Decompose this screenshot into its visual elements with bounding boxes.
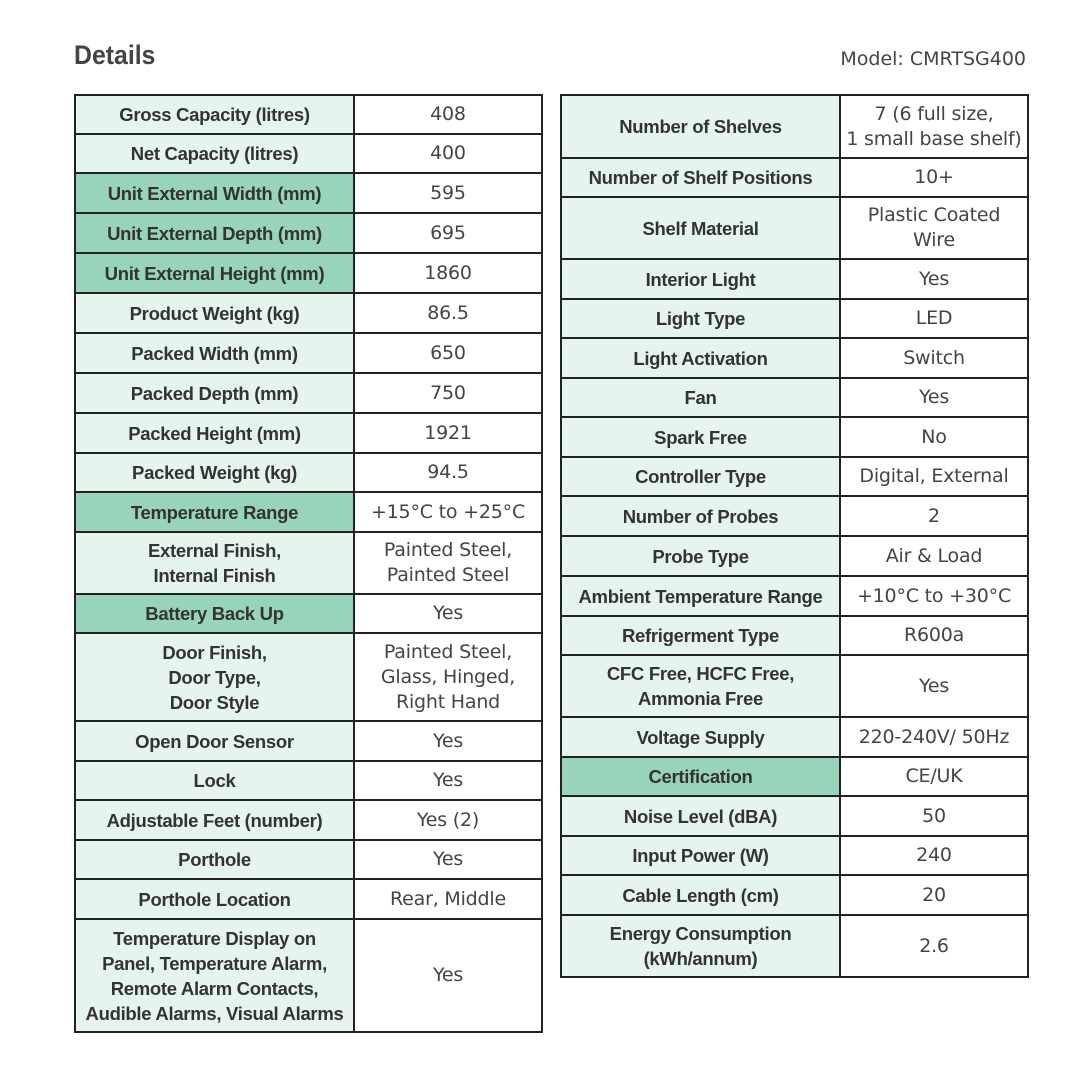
spec-value xyxy=(840,95,1028,158)
spec-value xyxy=(354,721,542,761)
table-row xyxy=(75,293,542,333)
spec-value xyxy=(840,836,1028,875)
spec-value xyxy=(840,616,1028,655)
spec-label xyxy=(75,721,354,761)
spec-value-text: 750 xyxy=(430,381,466,404)
spec-label xyxy=(75,253,354,293)
spec-label-text: Product Weight (kg) xyxy=(129,302,300,324)
spec-label-text: Gross Capacity (litres) xyxy=(119,104,310,125)
spec-label xyxy=(75,293,354,333)
spec-label-text: Light Type xyxy=(655,308,746,329)
spec-value-text: 650 xyxy=(430,341,466,364)
spec-label-text: Energy Consumption (kWh/annum) xyxy=(609,923,792,969)
spec-value xyxy=(840,796,1028,836)
spec-value xyxy=(354,492,542,532)
table-row xyxy=(561,717,1028,757)
spec-value-text: 240 xyxy=(916,844,952,866)
spec-label xyxy=(561,717,840,757)
spec-label xyxy=(75,213,354,253)
table-row xyxy=(75,879,542,919)
spec-label-text: Fan xyxy=(684,387,717,408)
spec-label xyxy=(75,492,354,532)
spec-value xyxy=(840,655,1028,717)
spec-label xyxy=(561,655,840,717)
spec-label-text: Cable Length (cm) xyxy=(622,884,779,906)
spec-value-text: LED xyxy=(915,307,953,329)
spec-value xyxy=(840,457,1028,496)
spec-value xyxy=(354,95,542,134)
spec-label-text: Number of Shelves xyxy=(619,116,782,137)
spec-value-text: 7 (6 full size, 1 small base shelf) xyxy=(846,102,1022,150)
spec-value-text: Yes xyxy=(432,964,464,986)
spec-value xyxy=(354,173,542,213)
table-row xyxy=(561,496,1028,536)
spec-label xyxy=(75,594,354,633)
spec-value xyxy=(354,633,542,721)
spec-value-text: Air & Load xyxy=(885,544,983,567)
table-row xyxy=(561,417,1028,457)
spec-value-text: 1921 xyxy=(424,421,472,444)
table-row xyxy=(75,919,542,1032)
spec-value xyxy=(354,532,542,594)
spec-value xyxy=(840,496,1028,536)
spec-value xyxy=(840,576,1028,616)
spec-value xyxy=(354,879,542,919)
table-row xyxy=(561,875,1028,915)
spec-value-text: 86.5 xyxy=(427,301,469,324)
spec-label xyxy=(75,453,354,492)
spec-label-text: CFC Free, HCFC Free, Ammonia Free xyxy=(606,663,795,709)
spec-label xyxy=(561,457,840,496)
spec-value-text: 2 xyxy=(928,504,940,527)
spec-value-text: Plastic Coated Wire xyxy=(867,204,1001,251)
spec-value-text: Yes xyxy=(432,769,464,791)
spec-label xyxy=(75,800,354,840)
spec-value xyxy=(354,253,542,293)
spec-label-text: Input Power (W) xyxy=(632,845,769,866)
spec-label xyxy=(561,417,840,457)
spec-label xyxy=(561,299,840,338)
spec-label xyxy=(75,879,354,919)
table-row xyxy=(75,492,542,532)
spec-value-text: +10°C to +30°C xyxy=(856,584,1012,607)
spec-label xyxy=(561,836,840,875)
spec-value xyxy=(354,373,542,413)
spec-value-text: 408 xyxy=(430,103,466,125)
spec-label-text: Probe Type xyxy=(652,545,749,567)
spec-label-text: Voltage Supply xyxy=(636,726,765,748)
spec-label-text: Door Finish, Door Type, Door Style xyxy=(162,641,267,713)
spec-value-text: 400 xyxy=(430,142,466,164)
spec-value xyxy=(354,333,542,373)
spec-label-text: Interior Light xyxy=(645,268,756,290)
table-row xyxy=(75,840,542,879)
spec-value xyxy=(354,413,542,453)
spec-label-text: Porthole Location xyxy=(138,888,291,910)
spec-label-text: Refrigerment Type xyxy=(622,625,779,646)
spec-label xyxy=(75,95,354,134)
spec-value xyxy=(840,259,1028,299)
table-row xyxy=(561,616,1028,655)
table-row xyxy=(561,259,1028,299)
model-number: Model: CMRTSG400 xyxy=(840,48,1026,70)
table-row xyxy=(75,373,542,413)
spec-value-text: No xyxy=(921,425,947,448)
table-row xyxy=(561,158,1028,197)
table-row xyxy=(561,299,1028,338)
spec-label xyxy=(75,919,354,1032)
spec-value-text: 220-240V/ 50Hz xyxy=(858,725,1010,748)
spec-label xyxy=(561,915,840,977)
table-row xyxy=(75,453,542,492)
spec-label-text: Porthole xyxy=(178,849,251,870)
spec-label-text: Adjustable Feet (number) xyxy=(106,809,323,831)
spec-label xyxy=(75,532,354,594)
spec-label xyxy=(561,378,840,417)
table-row xyxy=(561,378,1028,417)
spec-value-text: CE/UK xyxy=(905,765,963,787)
spec-value xyxy=(840,338,1028,378)
spec-label xyxy=(561,197,840,259)
spec-label xyxy=(561,616,840,655)
spec-label-text: Open Door Sensor xyxy=(135,730,294,752)
spec-value xyxy=(354,293,542,333)
spec-label-text: Battery Back Up xyxy=(145,603,284,624)
spec-label xyxy=(561,95,840,158)
spec-value-text: Yes xyxy=(432,729,464,752)
table-row xyxy=(75,413,542,453)
spec-value-text: Painted Steel, Glass, Hinged, Right Hand xyxy=(380,640,516,713)
spec-value-text: Digital, External xyxy=(859,465,1009,487)
spec-value-text: Rear, Middle xyxy=(390,887,506,910)
spec-label-text: Noise Level (dBA) xyxy=(623,805,778,827)
spec-label-text: Unit External Depth (mm) xyxy=(107,222,322,244)
table-row xyxy=(75,761,542,800)
spec-value-text: Yes xyxy=(432,848,464,870)
table-row xyxy=(561,836,1028,875)
spec-label-text: Packed Depth (mm) xyxy=(130,382,299,404)
table-row xyxy=(75,213,542,253)
table-row xyxy=(561,457,1028,496)
spec-value-text: 94.5 xyxy=(427,461,469,483)
spec-value xyxy=(840,158,1028,197)
spec-value-text: 2.6 xyxy=(919,934,949,957)
spec-label xyxy=(75,173,354,213)
spec-label-text: Shelf Material xyxy=(642,217,759,239)
table-row xyxy=(75,633,542,721)
spec-value xyxy=(354,800,542,840)
specs-table-left xyxy=(74,94,543,1033)
specs-table-right xyxy=(560,94,1029,978)
spec-label-text: Temperature Display on Panel, Temperature Alarm, Remote Alarm Contacts, Audible Alarms, Visual Alarms xyxy=(85,927,344,1024)
spec-label-text: Number of Shelf Positions xyxy=(588,167,813,188)
spec-label-text: Number of Probes xyxy=(622,505,779,527)
spec-value-text: 1860 xyxy=(424,261,472,284)
table-row xyxy=(561,915,1028,977)
spec-label-text: Light Activation xyxy=(633,347,768,369)
table-row xyxy=(561,576,1028,616)
spec-value-text: 595 xyxy=(430,181,466,204)
table-row xyxy=(561,197,1028,259)
spec-value-text: 10+ xyxy=(914,166,954,188)
spec-value xyxy=(354,761,542,800)
table-row xyxy=(75,721,542,761)
spec-value-text: Painted Steel, Painted Steel xyxy=(383,539,513,586)
table-row xyxy=(75,800,542,840)
spec-value-text: R600a xyxy=(903,624,965,646)
spec-value-text: 50 xyxy=(922,804,946,827)
spec-value xyxy=(840,717,1028,757)
spec-label-text: Unit External Width (mm) xyxy=(107,182,322,204)
spec-value-text: +15°C to +25°C xyxy=(370,500,526,523)
spec-value-text: 695 xyxy=(430,221,466,244)
spec-value xyxy=(840,378,1028,417)
spec-value-text: Yes xyxy=(918,267,950,290)
spec-value-text: Yes xyxy=(432,602,464,624)
spec-label xyxy=(561,875,840,915)
spec-value xyxy=(840,915,1028,977)
spec-label-text: Net Capacity (litres) xyxy=(130,143,299,164)
spec-label xyxy=(561,536,840,576)
table-row xyxy=(561,757,1028,796)
spec-label xyxy=(561,757,840,796)
table-row xyxy=(561,338,1028,378)
spec-label xyxy=(75,633,354,721)
spec-label xyxy=(561,259,840,299)
spec-label-text: Packed Width (mm) xyxy=(131,342,298,364)
spec-value xyxy=(354,453,542,492)
spec-label xyxy=(561,796,840,836)
table-row xyxy=(75,532,542,594)
spec-value-text: Yes (2) xyxy=(416,808,480,831)
table-row xyxy=(561,655,1028,717)
page-title: Details xyxy=(74,40,156,70)
spec-label xyxy=(75,373,354,413)
spec-value xyxy=(354,840,542,879)
table-row xyxy=(75,134,542,173)
spec-value xyxy=(840,197,1028,259)
spec-value-text: 20 xyxy=(922,883,946,906)
spec-label xyxy=(75,333,354,373)
spec-label xyxy=(75,134,354,173)
table-row xyxy=(561,536,1028,576)
spec-label-text: Packed Height (mm) xyxy=(128,422,301,444)
spec-value xyxy=(354,594,542,633)
spec-label-text: Lock xyxy=(193,770,236,791)
spec-value xyxy=(840,417,1028,457)
spec-value xyxy=(354,213,542,253)
spec-label xyxy=(561,496,840,536)
table-row xyxy=(75,253,542,293)
spec-value xyxy=(840,536,1028,576)
spec-label-text: Certification xyxy=(648,766,753,787)
spec-value-text: Yes xyxy=(918,674,950,697)
spec-label-text: Spark Free xyxy=(654,426,747,448)
spec-label xyxy=(75,413,354,453)
spec-label xyxy=(561,338,840,378)
spec-label xyxy=(561,158,840,197)
spec-value-text: Yes xyxy=(918,386,950,408)
spec-label-text: Ambient Temperature Range xyxy=(578,585,823,607)
spec-value xyxy=(840,299,1028,338)
table-row xyxy=(75,95,542,134)
spec-label xyxy=(75,761,354,800)
table-row xyxy=(561,95,1028,158)
table-row xyxy=(75,173,542,213)
spec-label xyxy=(561,576,840,616)
spec-label-text: External Finish, Internal Finish xyxy=(148,540,281,586)
table-row xyxy=(75,333,542,373)
spec-value xyxy=(354,134,542,173)
spec-value xyxy=(840,875,1028,915)
spec-value-text: Switch xyxy=(903,346,965,369)
table-row xyxy=(75,594,542,633)
spec-label-text: Temperature Range xyxy=(130,501,299,523)
spec-value xyxy=(840,757,1028,796)
table-row xyxy=(561,796,1028,836)
spec-value xyxy=(354,919,542,1032)
spec-label xyxy=(75,840,354,879)
spec-label-text: Controller Type xyxy=(635,466,766,487)
spec-label-text: Unit External Height (mm) xyxy=(104,262,325,284)
spec-label-text: Packed Weight (kg) xyxy=(132,462,297,483)
